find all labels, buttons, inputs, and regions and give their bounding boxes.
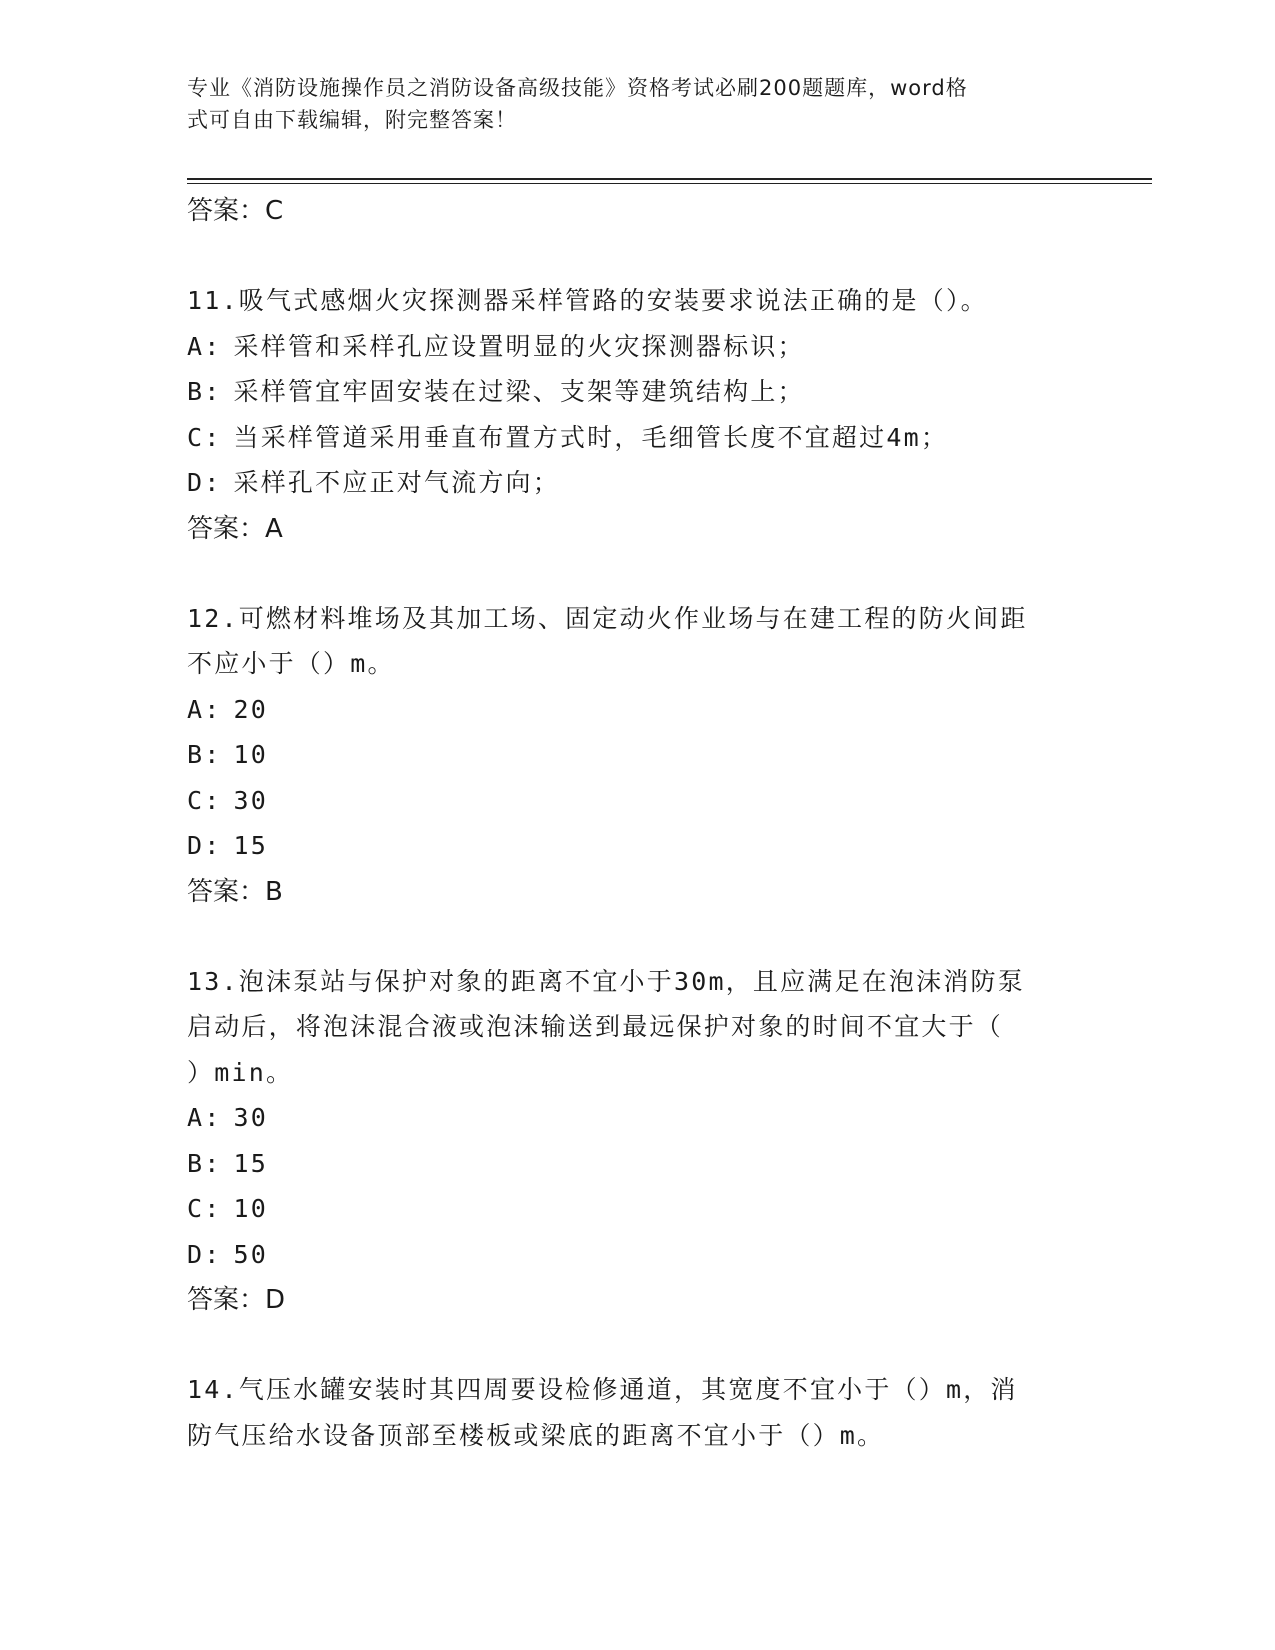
question-text-line: 14.气压水罐安装时其四周要设检修通道，其宽度不宜小于（）m，消 (187, 1375, 1018, 1404)
answer-line: 答案：A (187, 513, 283, 544)
option-b: B: 15 (187, 1148, 269, 1178)
header-divider-thick (187, 178, 1152, 180)
option-a: A: 采样管和采样孔应设置明显的火灾探测器标识； (187, 331, 805, 361)
question-text-line: 13.泡沫泵站与保护对象的距离不宜小于30m，且应满足在泡沫消防泵 (187, 966, 1025, 996)
option-d: D: 15 (187, 831, 269, 860)
option-c: C: 10 (187, 1194, 269, 1223)
option-c: C: 当采样管道采用垂直布置方式时，毛细管长度不宜超过4m； (187, 422, 949, 452)
option-a: A: 30 (187, 1103, 269, 1132)
question-12 (187, 596, 1087, 915)
question-text-line: ）min。 (187, 1057, 294, 1087)
option-b: B: 采样管宜牢固安装在过梁、支架等建筑结构上； (187, 377, 805, 406)
option-b: B: 10 (187, 740, 269, 769)
option-d: D: 采样孔不应正对气流方向； (187, 468, 560, 497)
option-d: D: 50 (187, 1239, 269, 1269)
question-list (187, 188, 1087, 1458)
answer-line: 答案：B (187, 876, 283, 907)
question-14 (187, 1367, 1087, 1458)
question-13 (187, 959, 1087, 1324)
header-divider-thin (187, 183, 1152, 184)
question-text-line: 启动后，将泡沫混合液或泡沫输送到最远保护对象的时间不宜大于（ (187, 1012, 1004, 1041)
question-text-line: 12.可燃材料堆场及其加工场、固定动火作业场与在建工程的防火间距 (187, 603, 1028, 633)
header-line-1: 专业《消防设施操作员之消防设备高级技能》资格考试必刷200题题库，word格 (187, 76, 968, 100)
question-text-line: 不应小于（）m。 (187, 649, 395, 678)
question-text-line: 11.吸气式感烟火灾探测器采样管路的安装要求说法正确的是（）。 (187, 286, 988, 315)
answer-line: 答案：D (187, 1285, 286, 1315)
document-header (187, 72, 1067, 136)
option-c: C: 30 (187, 785, 269, 815)
previous-answer: 答案：C (187, 196, 284, 226)
question-text-line: 防气压给水设备顶部至楼板或梁底的距离不宜小于（）m。 (187, 1420, 885, 1450)
option-a: A: 20 (187, 694, 269, 724)
header-line-2: 式可自由下载编辑，附完整答案！ (187, 108, 517, 132)
question-11 (187, 278, 1087, 552)
